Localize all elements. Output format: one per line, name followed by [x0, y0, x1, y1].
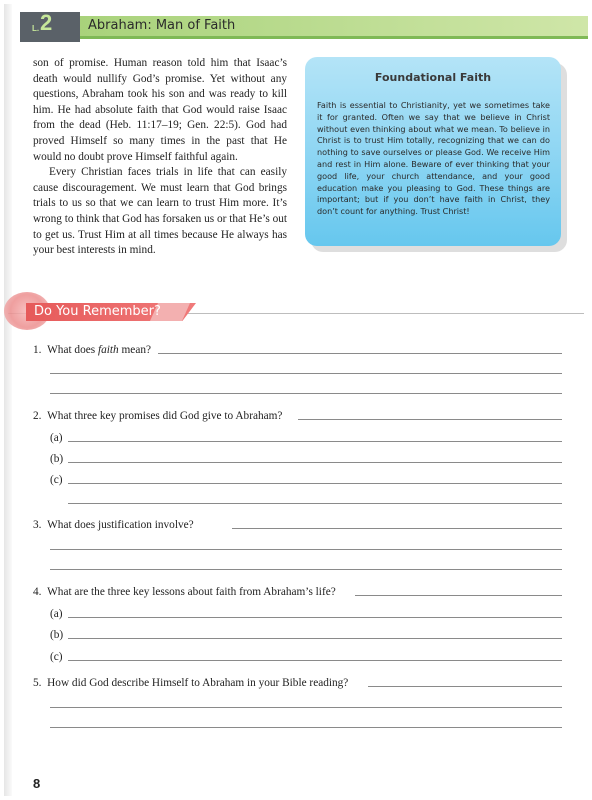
- lesson-number: 2: [40, 10, 53, 35]
- answer-line[interactable]: [50, 707, 562, 708]
- question-number: 2.: [33, 410, 42, 422]
- question-number: 5.: [33, 677, 42, 689]
- question-text: What three key promises did God give to Abraham?: [47, 410, 283, 422]
- answer-line[interactable]: [158, 353, 562, 354]
- body-text: [33, 56, 287, 259]
- question-number: 1.: [33, 344, 42, 356]
- question-text: What does justification involve?: [47, 519, 194, 531]
- lesson-tab-notch: [66, 12, 80, 42]
- answer-line[interactable]: [298, 419, 562, 420]
- question-text: What are the three key lessons about faith from Abraham’s life?: [47, 586, 336, 598]
- question-text: mean?: [118, 344, 151, 356]
- answer-line[interactable]: [68, 617, 562, 618]
- page-number: 8: [33, 776, 41, 791]
- answer-line[interactable]: [50, 727, 562, 728]
- answer-line[interactable]: [68, 441, 562, 442]
- question-4: [33, 585, 336, 599]
- answer-line[interactable]: [50, 569, 562, 570]
- answer-line[interactable]: [50, 373, 562, 374]
- question-5: [33, 676, 348, 690]
- question-number: 4.: [33, 586, 42, 598]
- section-heading: Do You Remember?: [34, 304, 161, 319]
- lesson-prefix: L.: [32, 24, 40, 33]
- question-emphasis: faith: [97, 344, 119, 356]
- answer-line[interactable]: [68, 638, 562, 639]
- answer-line[interactable]: [232, 528, 562, 529]
- answer-line[interactable]: [50, 549, 562, 550]
- sidebar-title: Foundational Faith: [374, 71, 492, 84]
- question-2: [33, 409, 282, 423]
- answer-line[interactable]: [355, 595, 562, 596]
- sub-label-a: (a): [50, 608, 63, 620]
- question-3: [33, 518, 194, 532]
- answer-line[interactable]: [68, 483, 562, 484]
- answer-line[interactable]: [368, 686, 562, 687]
- answer-line[interactable]: [50, 393, 562, 394]
- answer-line[interactable]: [68, 503, 562, 504]
- page-title: Abraham: Man of Faith: [88, 18, 236, 33]
- sub-label-c: (c): [50, 474, 63, 486]
- sub-label-b: (b): [50, 629, 64, 641]
- sub-label-b: (b): [50, 453, 64, 465]
- sub-label-c: (c): [50, 651, 63, 663]
- sub-label-a: (a): [50, 432, 63, 444]
- header-underline: [70, 36, 588, 39]
- question-text: What does: [47, 344, 98, 356]
- answer-line[interactable]: [68, 660, 562, 661]
- question-number: 3.: [33, 519, 42, 531]
- paragraph: son of promise. Human reason told him that Isaac’s death would nullify God’s promise. Yet without any questions, Abraham took his son and was ready to kill him. He had absolute faith that God would raise Isaac from the dead (Heb. 11:17–19; Gen. 22:5). God had proved Himself so many times in the past that He would no doubt prove Himself faithful again.: [33, 57, 287, 163]
- foundational-faith-box: [305, 57, 561, 246]
- paragraph: Every Christian faces trials in life that can easily cause discouragement. We must learn that God brings trials to us so that we can learn to trust Him more. It’s wrong to think that God has forsaken us or that He’s out to get us. Trust Him at all times because He always has your best interests in mind.: [33, 166, 287, 257]
- sidebar-text: Faith is essential to Christianity, yet we sometimes take it for granted. Often we say that we believe in Christ without even thinking about what we mean. To believe in Christ is to trust Him totally, recognizing that we can do nothing to save ourselves or please God. We receive Him and rest in Him alone. Beware of ever thinking that your good life, your church attendance, and your good education make you pleasing to God. These things are important; but if you don’t have faith in Christ, they don’t count for anything. Trust Christ!: [317, 100, 550, 217]
- answer-line[interactable]: [68, 462, 562, 463]
- page-gutter: [4, 4, 12, 796]
- question-1: [33, 343, 151, 357]
- question-text: How did God describe Himself to Abraham in your Bible reading?: [47, 677, 349, 689]
